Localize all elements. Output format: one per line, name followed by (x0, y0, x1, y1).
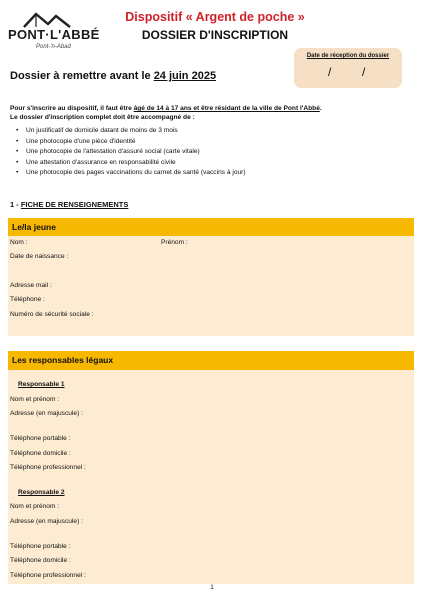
logo-text: PONT·L'ABBÉ (8, 27, 100, 42)
guardian-1-name-field[interactable]: Nom et prénom : (10, 396, 60, 403)
list-item: • Une photocopie des pages vaccinations du carnet de santé (vaccins à jour) (16, 168, 246, 179)
guardian-2-address-field[interactable]: Adresse (en majuscule) : (10, 518, 83, 525)
guardian-1-work-phone-field[interactable]: Téléphone professionnel : (10, 464, 86, 471)
required-documents-list (16, 126, 246, 179)
youth-first-name-field[interactable]: Prénom : (161, 239, 188, 246)
logo-subtitle: Pont-'n-Abad (36, 44, 71, 50)
guardian-1-home-phone-field[interactable]: Téléphone domicile : (10, 450, 71, 457)
guardians-section-header (8, 351, 414, 370)
youth-section-header (8, 218, 414, 236)
list-item: • Un justificatif de domicile datant de moins de 3 mois (16, 126, 246, 137)
deadline-date: 24 juin 2025 (153, 70, 217, 82)
section-heading (10, 200, 128, 209)
guardian-2-work-phone-field[interactable]: Téléphone professionnel : (10, 572, 86, 579)
youth-last-name-field[interactable]: Nom : (10, 239, 28, 246)
required-documents-heading: Le dossier d'inscription complet doit être accompagné de : (10, 114, 195, 121)
town-logo (8, 10, 100, 50)
eligibility-prefix: Pour s'inscrire au dispositif, il faut être (10, 105, 134, 112)
guardian-1-address-field[interactable]: Adresse (en majuscule) : (10, 410, 83, 417)
guardian-2-mobile-field[interactable]: Téléphone portable : (10, 543, 71, 550)
guardian-1-title: Responsable 1 (18, 381, 65, 388)
youth-email-field[interactable]: Adresse mail : (10, 282, 52, 289)
date-separator: / (328, 65, 332, 79)
deadline-prefix: Dossier à remettre avant le (10, 70, 154, 82)
youth-form-panel (8, 236, 414, 336)
rooftop-logo-icon (22, 10, 84, 28)
date-separator: / (362, 65, 366, 79)
list-item: • Une photocopie de l'attestation d'assuré social (carte vitale) (16, 147, 246, 158)
document-title: DOSSIER D'INSCRIPTION (141, 28, 289, 42)
eligibility-line (10, 104, 410, 113)
section-number: 1 - (10, 200, 21, 209)
youth-phone-field[interactable]: Téléphone : (10, 296, 45, 303)
list-item: • Une attestation d'assurance en responsabilité civile (16, 158, 246, 169)
guardian-2-home-phone-field[interactable]: Téléphone domicile : (10, 557, 71, 564)
program-title: Dispositif « Argent de poche » (125, 10, 305, 24)
reception-date-box (294, 48, 402, 88)
deadline-line (10, 70, 216, 82)
guardian-2-name-field[interactable]: Nom et prénom : (10, 503, 60, 510)
section-title: FICHE DE RENSEIGNEMENTS (20, 200, 129, 209)
eligibility-condition: âgé de 14 à 17 ans et être résidant de la ville de Pont l'Abbé (133, 105, 320, 112)
eligibility-suffix: . (319, 105, 322, 112)
intro-text (10, 104, 410, 122)
youth-section-title: Le/la jeune (12, 222, 56, 232)
guardians-form-panel (8, 370, 414, 584)
reception-date-label: Date de réception du dossier (306, 53, 390, 59)
page-number: 1 (210, 585, 214, 591)
youth-birth-date-field[interactable]: Date de naissance : (10, 253, 69, 260)
guardian-1-mobile-field[interactable]: Téléphone portable : (10, 435, 71, 442)
youth-social-security-field[interactable]: Numéro de sécurité sociale : (10, 311, 94, 318)
list-item: • Une photocopie d'une pièce d'identité (16, 137, 246, 148)
guardians-section-title: Les responsables légaux (12, 355, 114, 365)
guardian-2-title: Responsable 2 (18, 489, 65, 496)
